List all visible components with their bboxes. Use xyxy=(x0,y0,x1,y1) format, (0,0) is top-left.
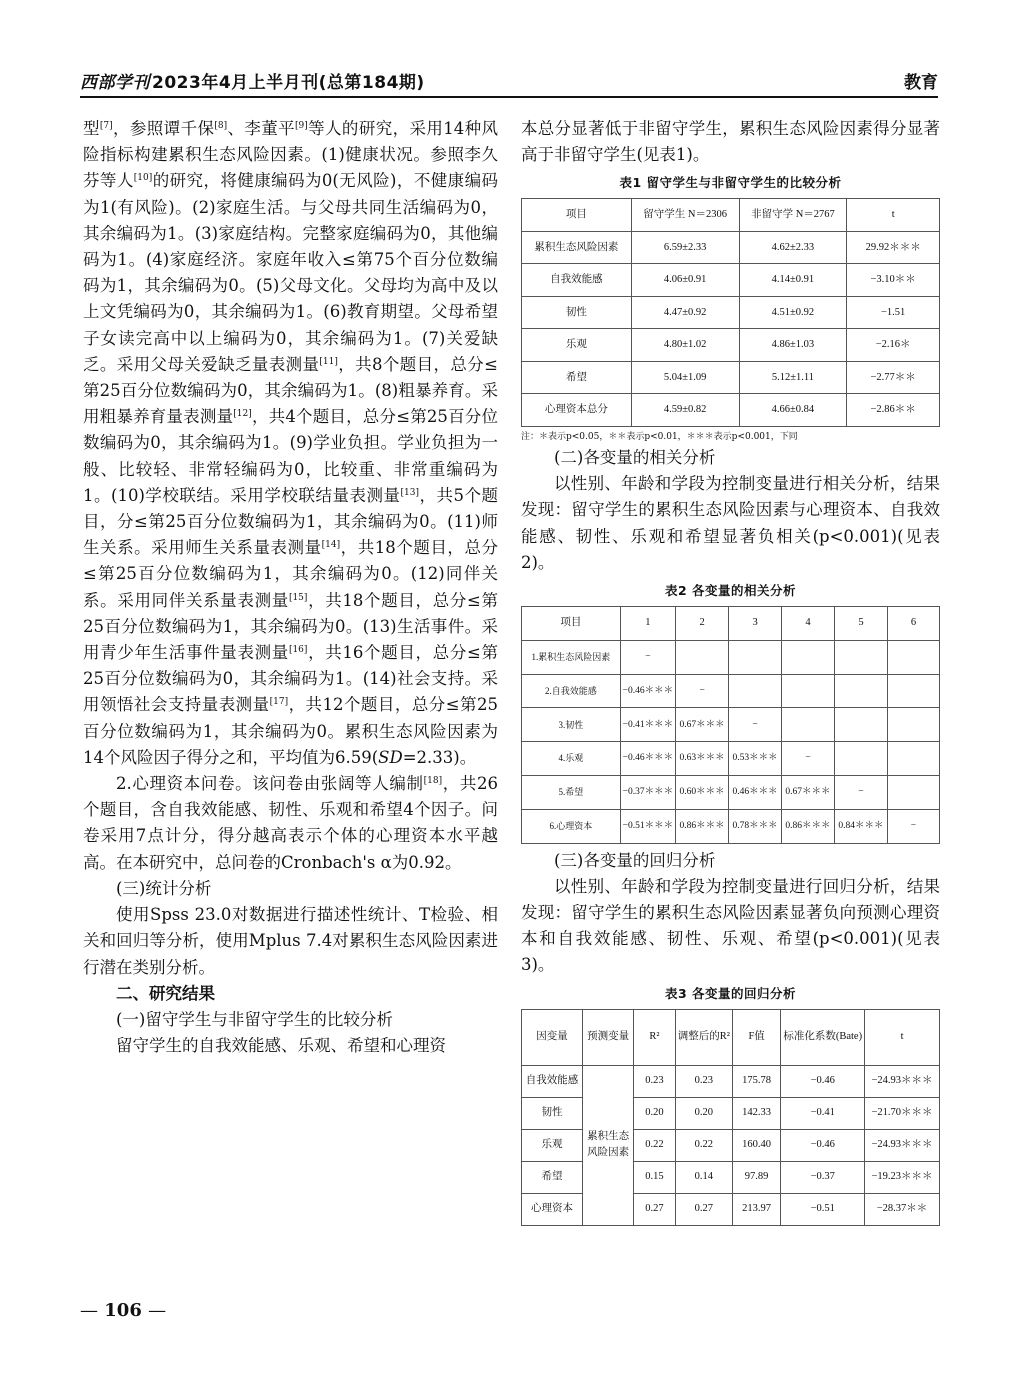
table-row xyxy=(522,231,940,264)
table-cell: −0.41 xyxy=(781,1097,865,1129)
table-cell: 0.46＊＊＊ xyxy=(729,775,782,809)
table3 xyxy=(521,1009,940,1226)
table-cell: −0.46 xyxy=(781,1129,865,1161)
column-header: 4 xyxy=(782,606,835,640)
page-header xyxy=(80,66,938,100)
citation-ref: [15] xyxy=(288,592,308,603)
citation-ref: [14] xyxy=(321,540,341,551)
section3-paragraph: 以性别、年龄和学段为控制变量进行回归分析，结果发现：留守学生的累积生态风险因素显著负向预测心理资本和自我效能感、韧性、乐观、希望(p<0.001)(见表3)。 xyxy=(521,876,940,975)
column-header: 6 xyxy=(887,606,939,640)
table-cell: 0.22 xyxy=(634,1129,676,1161)
table-cell: 0.86＊＊＊ xyxy=(782,809,835,843)
table-cell: −0.46＊＊＊ xyxy=(620,742,675,776)
table-cell xyxy=(887,742,939,776)
table-cell: 4.80±1.02 xyxy=(631,329,739,362)
table-cell: −0.51＊＊＊ xyxy=(620,809,675,843)
left-column xyxy=(83,116,498,1059)
table-cell xyxy=(782,708,835,742)
journal-title xyxy=(80,68,425,93)
citation-ref: [12] xyxy=(233,409,252,420)
table-cell: 5.12±1.11 xyxy=(739,361,847,394)
column-header: 调整后的R² xyxy=(675,1009,732,1065)
citation-ref: [7] xyxy=(99,121,113,131)
table-cell: −0.51 xyxy=(781,1193,865,1225)
citation-ref: [8] xyxy=(214,121,228,131)
table-cell: −21.70＊＊＊ xyxy=(865,1097,940,1129)
table-cell: 0.22 xyxy=(675,1129,732,1161)
table-cell: − xyxy=(834,775,887,809)
column-header: 3 xyxy=(729,606,782,640)
table-cell: − xyxy=(782,742,835,776)
table-cell: − xyxy=(676,674,729,708)
table-cell: 0.84＊＊＊ xyxy=(834,809,887,843)
table3-title: 表3 各变量的回归分析 xyxy=(664,985,797,1001)
table-cell: 乐观 xyxy=(522,329,632,362)
citation-ref: [9] xyxy=(295,121,308,131)
table2-title: 表2 各变量的相关分析 xyxy=(664,582,797,598)
column-header: 标准化系数(Bate) xyxy=(781,1009,865,1065)
table-cell xyxy=(887,674,939,708)
table-cell: −2.86＊＊ xyxy=(847,394,940,427)
table-cell xyxy=(729,674,782,708)
section2-title: (二)各变量的相关分析 xyxy=(554,447,716,467)
table-cell: 29.92＊＊＊ xyxy=(847,231,940,264)
table-header-row xyxy=(522,1009,940,1065)
citation-ref: [13] xyxy=(400,487,419,498)
table-cell: 4.06±0.91 xyxy=(631,264,739,297)
table-header-row xyxy=(522,199,940,232)
table-row xyxy=(522,296,940,329)
page-footer: — 106 — xyxy=(80,1300,167,1321)
table-cell: 0.23 xyxy=(634,1065,676,1097)
table-cell: −2.16＊ xyxy=(847,329,940,362)
right-column xyxy=(521,116,940,1226)
column-header: 5 xyxy=(834,606,887,640)
body-paragraph: 使用Spss 23.0对数据进行描述性统计、T检验、相关和回归等分析，使用Mplus 7.4对累积生态风险因素进行潜在类别分析。 xyxy=(83,905,498,977)
table-cell: − xyxy=(620,640,675,674)
table-cell: 0.67＊＊＊ xyxy=(782,775,835,809)
citation-ref: [18] xyxy=(423,776,443,787)
table-row xyxy=(522,742,940,776)
table-cell: 乐观 xyxy=(522,1129,583,1161)
table-cell: 160.40 xyxy=(732,1129,780,1161)
table-cell: 4.51±0.92 xyxy=(739,296,847,329)
subsection-heading: (一)留守学生与非留守学生的比较分析 xyxy=(116,1009,393,1029)
table-cell: −3.10＊＊ xyxy=(847,264,940,297)
header-rule xyxy=(80,96,938,98)
journal-logo: 西部学刊 xyxy=(80,73,150,93)
table-cell: 心理资本总分 xyxy=(522,394,632,427)
table-cell: 自我效能感 xyxy=(522,1065,583,1097)
column-header: 项目 xyxy=(522,606,621,640)
table-cell: 韧性 xyxy=(522,1097,583,1129)
table-cell: 0.15 xyxy=(634,1161,676,1193)
table-cell: 2.自我效能感 xyxy=(522,674,621,708)
table-cell: 0.27 xyxy=(675,1193,732,1225)
body-paragraph: 2.心理资本问卷。该问卷由张阔等人编制[18]，共26个题目，含自我效能感、韧性、乐观和希望4个因子。问卷采用7点计分，得分越高表示个体的心理资本水平越高。在本研究中，总问卷的Cronbach's α为0.92。 xyxy=(83,774,499,872)
table-cell xyxy=(782,674,835,708)
table-cell: −24.93＊＊＊ xyxy=(865,1065,940,1097)
citation-ref: [17] xyxy=(269,697,289,708)
citation-ref: [10] xyxy=(133,173,153,184)
table-cell: 4.62±2.33 xyxy=(739,231,847,264)
table1 xyxy=(521,198,940,427)
table-cell: 希望 xyxy=(522,1161,583,1193)
table-cell xyxy=(729,640,782,674)
table-cell: −1.51 xyxy=(847,296,940,329)
table-cell xyxy=(834,742,887,776)
table-cell: −19.23＊＊＊ xyxy=(865,1161,940,1193)
table-cell: 175.78 xyxy=(732,1065,780,1097)
table-cell xyxy=(887,708,939,742)
table-row xyxy=(522,775,940,809)
table-cell: 6.心理资本 xyxy=(522,809,621,843)
table2 xyxy=(521,606,940,844)
column-header: 预测变量 xyxy=(583,1009,634,1065)
table-cell: 97.89 xyxy=(732,1161,780,1193)
table-cell xyxy=(834,640,887,674)
table-cell: 213.97 xyxy=(732,1193,780,1225)
table-cell: 4.66±0.84 xyxy=(739,394,847,427)
table-row xyxy=(522,640,940,674)
table-row xyxy=(522,674,940,708)
table-cell xyxy=(834,674,887,708)
table-cell xyxy=(782,640,835,674)
table-cell: 心理资本 xyxy=(522,1193,583,1225)
section3-title: (三)各变量的回归分析 xyxy=(554,850,716,870)
column-header: t xyxy=(865,1009,940,1065)
table-cell: 0.86＊＊＊ xyxy=(676,809,729,843)
table-cell: 0.23 xyxy=(675,1065,732,1097)
column-header: 2 xyxy=(676,606,729,640)
table-row xyxy=(522,708,940,742)
table-cell: 0.20 xyxy=(634,1097,676,1129)
column-header: R² xyxy=(634,1009,676,1065)
table-cell: −28.37＊＊ xyxy=(865,1193,940,1225)
table-cell: 0.78＊＊＊ xyxy=(729,809,782,843)
table-cell: 0.20 xyxy=(675,1097,732,1129)
table-cell: 5.希望 xyxy=(522,775,621,809)
table-row xyxy=(522,329,940,362)
table-cell: 0.63＊＊＊ xyxy=(676,742,729,776)
table-cell: −24.93＊＊＊ xyxy=(865,1129,940,1161)
table-cell xyxy=(676,640,729,674)
section-heading: 二、研究结果 xyxy=(116,983,215,1003)
table-row xyxy=(522,361,940,394)
table-cell: −0.46 xyxy=(781,1065,865,1097)
table-cell: 3.韧性 xyxy=(522,708,621,742)
table-cell: 0.67＊＊＊ xyxy=(676,708,729,742)
table-cell xyxy=(834,708,887,742)
table-row xyxy=(522,1065,940,1097)
italic-symbol: SD xyxy=(378,747,403,767)
table-cell: − xyxy=(729,708,782,742)
table-cell: 0.27 xyxy=(634,1193,676,1225)
table-cell: −0.37 xyxy=(781,1161,865,1193)
table-cell xyxy=(887,775,939,809)
table-cell: −2.77＊＊ xyxy=(847,361,940,394)
table1-title: 表1 留守学生与非留守学生的比较分析 xyxy=(619,175,842,191)
table-cell: 142.33 xyxy=(732,1097,780,1129)
section2-paragraph: 以性别、年龄和学段为控制变量进行相关分析，结果发现：留守学生的累积生态风险因素与心理资本、自我效能感、韧性、乐观和希望显著负相关(p<0.001)(见表2)。 xyxy=(521,474,940,572)
table-cell: 4.86±1.03 xyxy=(739,329,847,362)
table1-note: 注：＊表示p<0.05，＊＊表示p<0.01，＊＊＊表示p<0.001，下同 xyxy=(521,431,798,442)
table-cell: −0.41＊＊＊ xyxy=(620,708,675,742)
subsection-heading: (三)统计分析 xyxy=(116,878,212,898)
table-cell: 0.53＊＊＊ xyxy=(729,742,782,776)
table-cell: 6.59±2.33 xyxy=(631,231,739,264)
table-cell: 4.59±0.82 xyxy=(631,394,739,427)
body-paragraph: 型[7]，参照谭千保[8]、李董平[9]等人的研究，采用14种风险指标构建累积生态风险因素。(1)健康状况。参照李久芬等人[10]的研究，将健康编码为0(无风险)，不健康编码为1(有风险)。(2)家庭生活。与父母共同生活编码为0，其余编码为1。(3)家庭结构。完整家庭编码为0，其他编码为1。(4)家庭经济。家庭年收入≤第75个百分位数编码为1，其余编码为0。(5)父母文化。父母均为高中及以上文凭编码为0，其余编码为1。(6)教育期望。父母希望子女读完高中以上编码为0，其余编码为1。(7)关爱缺乏。采用父母关爱缺乏量表测量[11]，共8个题目，总分≤第25百分位数编码为0，其余编码为1。(8)粗暴养育。采用粗暴养育量表测量[12]，共4个题目，总分≤第25百分位数编码为0，其余编码为1。(9)学业负担。学业负担为一般、比较轻、非常轻编码为0，比较重、非常重编码为1。(10)学校联结。采用学校联结量表测量[13]，共5个题目，分≤第25百分位数编码为1，其余编码为0。(11)师生关系。采用师生关系量表测量[14]，共18个题目，总分≤第25百分位数编码为1，其余编码为0。(12)同伴关系。采用同伴关系量表测量[15]，共18个题目，总分≤第25百分位数编码为1，其余编码为0。(13)生活事件。采用青少年生活事件量表测量[16]，共16个题目，总分≤第25百分位数编码为0，其余编码为1。(14)社会支持。采用领悟社会支持量表测量[17]，共12个题目，总分≤第25百分位数编码为1，其余编码为0。累积生态风险因素为14个风险因子得分之和，平均值为6.59(SD=2.33)。 xyxy=(83,119,499,767)
column-header: 项目 xyxy=(522,199,632,232)
results-continued-paragraph: 本总分显著低于非留守学生，累积生态风险因素得分显著高于非留守学生(见表1)。 xyxy=(521,119,940,165)
column-header: 1 xyxy=(620,606,675,640)
table-header-row xyxy=(522,606,940,640)
section-label: 教育 xyxy=(904,73,938,93)
table-row xyxy=(522,809,940,843)
table-cell: 0.14 xyxy=(675,1161,732,1193)
citation-ref: [16] xyxy=(288,645,308,656)
table-cell: −0.37＊＊＊ xyxy=(620,775,675,809)
table-cell: 累积生态风险因素 xyxy=(522,231,632,264)
body-paragraph: 留守学生的自我效能感、乐观、希望和心理资 xyxy=(116,1036,446,1056)
table-cell: 希望 xyxy=(522,361,632,394)
table-row xyxy=(522,264,940,297)
table-cell: 4.14±0.91 xyxy=(739,264,847,297)
page-number: 106 xyxy=(104,1300,142,1321)
column-header: 留守学生 N＝2306 xyxy=(631,199,739,232)
predictor-cell: 累积生态风险因素 xyxy=(583,1065,634,1225)
column-header: 因变量 xyxy=(522,1009,583,1065)
table-cell: −0.46＊＊＊ xyxy=(620,674,675,708)
column-header: F值 xyxy=(732,1009,780,1065)
table-cell: 自我效能感 xyxy=(522,264,632,297)
journal-issue: 2023年4月上半月刊(总第184期) xyxy=(152,73,425,93)
table-cell xyxy=(887,640,939,674)
table-cell: 4.47±0.92 xyxy=(631,296,739,329)
table-cell: 0.60＊＊＊ xyxy=(676,775,729,809)
column-header: t xyxy=(847,199,940,232)
table-cell: 4.乐观 xyxy=(522,742,621,776)
table-row xyxy=(522,394,940,427)
table-cell: 1.累积生态风险因素 xyxy=(522,640,621,674)
table-cell: 5.04±1.09 xyxy=(631,361,739,394)
table-cell: − xyxy=(887,809,939,843)
citation-ref: [11] xyxy=(319,356,338,367)
column-header: 非留守学 N＝2767 xyxy=(739,199,847,232)
table-cell: 韧性 xyxy=(522,296,632,329)
